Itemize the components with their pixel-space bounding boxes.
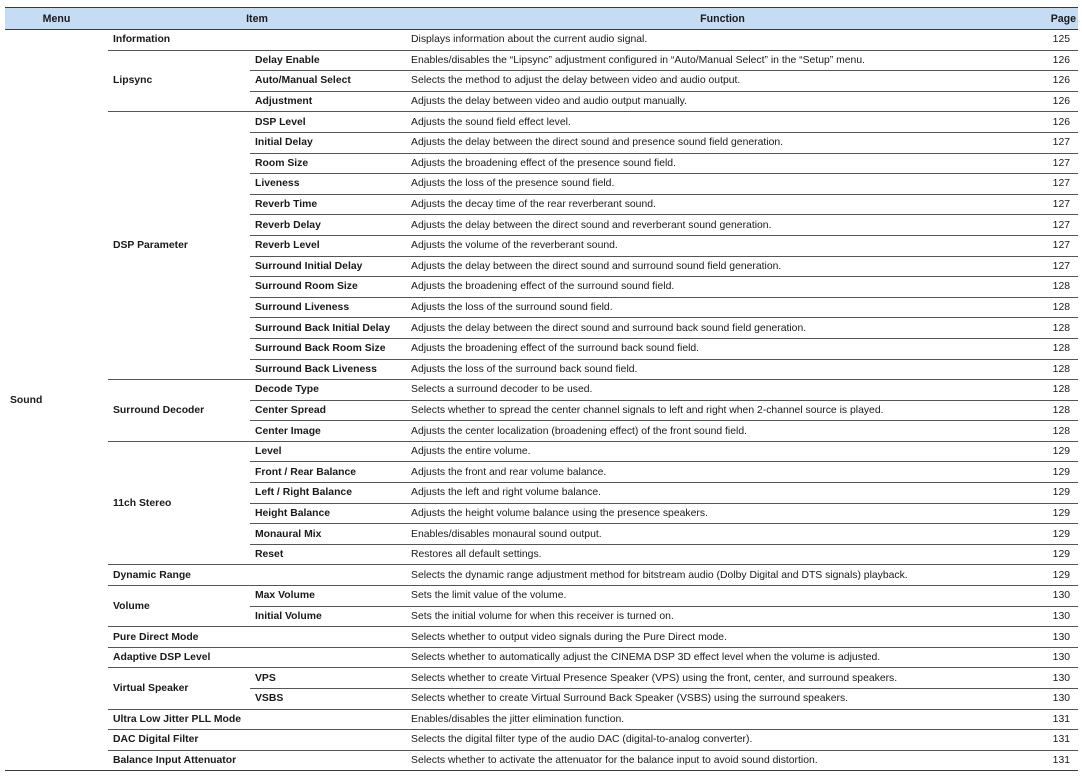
item-page: 126: [1039, 91, 1078, 112]
item-function: Adjusts the loss of the surround sound field.: [406, 297, 1039, 318]
header-menu: Menu: [5, 8, 108, 30]
item-page: 127: [1039, 194, 1078, 215]
item-function: Adjusts the delay between the direct sound and presence sound field generation.: [406, 132, 1039, 153]
item-name: Surround Liveness: [250, 297, 406, 318]
item-name: Adjustment: [250, 91, 406, 112]
group-name: Lipsync: [108, 50, 250, 112]
item-name: Center Image: [250, 421, 406, 442]
item-name: Level: [250, 441, 406, 462]
item-page: 128: [1039, 318, 1078, 339]
item-function: Selects the digital filter type of the audio DAC (digital-to-analog converter).: [406, 730, 1039, 751]
item-function: Selects whether to output video signals during the Pure Direct mode.: [406, 627, 1039, 648]
item-page: 126: [1039, 50, 1078, 71]
item-page: 127: [1039, 132, 1078, 153]
table-body: [5, 30, 1078, 771]
item-page: 128: [1039, 338, 1078, 359]
item-page: 129: [1039, 565, 1078, 586]
group-name: Surround Decoder: [108, 380, 250, 442]
item-function: Sets the initial volume for when this receiver is turned on.: [406, 606, 1039, 627]
group-name: Ultra Low Jitter PLL Mode: [108, 709, 406, 730]
item-function: Enables/disables monaural sound output.: [406, 524, 1039, 545]
item-function: Adjusts the sound field effect level.: [406, 112, 1039, 133]
table-row: [5, 627, 1078, 648]
item-function: Adjusts the left and right volume balance.: [406, 483, 1039, 504]
table-row: [5, 441, 1078, 462]
item-function: Selects whether to activate the attenuator for the balance input to avoid sound distortion.: [406, 750, 1039, 771]
item-function: Adjusts the broadening effect of the presence sound field.: [406, 153, 1039, 174]
item-page: 126: [1039, 112, 1078, 133]
item-function: Adjusts the loss of the surround back sound field.: [406, 359, 1039, 380]
item-name: Center Spread: [250, 400, 406, 421]
item-name: Decode Type: [250, 380, 406, 401]
table-row: [5, 30, 1078, 51]
item-function: Selects the method to adjust the delay between video and audio output.: [406, 71, 1039, 92]
item-function: Sets the limit value of the volume.: [406, 586, 1039, 607]
table-row: [5, 668, 1078, 689]
menu-cell-sound: Sound: [5, 30, 108, 771]
item-page: 129: [1039, 503, 1078, 524]
item-page: 127: [1039, 174, 1078, 195]
item-function: Adjusts the delay between the direct sound and surround sound field generation.: [406, 256, 1039, 277]
item-function: Adjusts the delay between the direct sound and reverberant sound generation.: [406, 215, 1039, 236]
item-function: Selects whether to create Virtual Presence Speaker (VPS) using the front, center, and surround speakers.: [406, 668, 1039, 689]
item-page: 127: [1039, 153, 1078, 174]
item-name: Delay Enable: [250, 50, 406, 71]
item-page: 127: [1039, 235, 1078, 256]
item-name: DSP Level: [250, 112, 406, 133]
item-name: Reverb Time: [250, 194, 406, 215]
item-function: Adjusts the entire volume.: [406, 441, 1039, 462]
item-function: Enables/disables the “Lipsync” adjustment configured in “Auto/Manual Select” in the “Setup” menu.: [406, 50, 1039, 71]
item-name: VSBS: [250, 689, 406, 710]
item-page: 129: [1039, 441, 1078, 462]
item-name: Room Size: [250, 153, 406, 174]
item-function: Adjusts the height volume balance using the presence speakers.: [406, 503, 1039, 524]
group-name: Volume: [108, 586, 250, 627]
group-name: Information: [108, 30, 406, 51]
item-page: 130: [1039, 689, 1078, 710]
group-name: Virtual Speaker: [108, 668, 250, 709]
group-name: DSP Parameter: [108, 112, 250, 380]
item-page: 129: [1039, 524, 1078, 545]
item-function: Selects whether to create Virtual Surround Back Speaker (VSBS) using the surround speakers.: [406, 689, 1039, 710]
item-function: Adjusts the volume of the reverberant sound.: [406, 235, 1039, 256]
header-page: Page: [1039, 8, 1078, 30]
group-name: DAC Digital Filter: [108, 730, 406, 751]
table-row: [5, 730, 1078, 751]
item-page: 129: [1039, 483, 1078, 504]
item-name: Initial Volume: [250, 606, 406, 627]
item-page: 130: [1039, 668, 1078, 689]
item-page: 131: [1039, 750, 1078, 771]
item-name: Surround Initial Delay: [250, 256, 406, 277]
table-row: [5, 50, 1078, 71]
item-function: Selects a surround decoder to be used.: [406, 380, 1039, 401]
item-page: 128: [1039, 400, 1078, 421]
item-name: Initial Delay: [250, 132, 406, 153]
item-function: Adjusts the decay time of the rear reverberant sound.: [406, 194, 1039, 215]
item-name: Surround Back Liveness: [250, 359, 406, 380]
header-item: Item: [108, 8, 406, 30]
item-function: Enables/disables the jitter elimination function.: [406, 709, 1039, 730]
item-page: 128: [1039, 421, 1078, 442]
item-name: Surround Room Size: [250, 277, 406, 298]
table-row: [5, 112, 1078, 133]
item-page: 130: [1039, 606, 1078, 627]
item-function: Selects whether to automatically adjust the CINEMA DSP 3D effect level when the volume is adjusted.: [406, 647, 1039, 668]
item-page: 128: [1039, 277, 1078, 298]
item-page: 129: [1039, 462, 1078, 483]
item-page: 130: [1039, 647, 1078, 668]
item-name: Front / Rear Balance: [250, 462, 406, 483]
item-function: Adjusts the delay between the direct sound and surround back sound field generation.: [406, 318, 1039, 339]
item-page: 130: [1039, 586, 1078, 607]
group-name: Balance Input Attenuator: [108, 750, 406, 771]
group-name: 11ch Stereo: [108, 441, 250, 565]
item-page: 130: [1039, 627, 1078, 648]
group-name: Pure Direct Mode: [108, 627, 406, 648]
item-name: VPS: [250, 668, 406, 689]
item-page: 125: [1039, 30, 1078, 51]
table-row: [5, 565, 1078, 586]
item-function: Adjusts the broadening effect of the surround sound field.: [406, 277, 1039, 298]
item-function: Adjusts the delay between video and audio output manually.: [406, 91, 1039, 112]
item-name: Reset: [250, 544, 406, 565]
item-function: Selects whether to spread the center channel signals to left and right when 2-channel source is played.: [406, 400, 1039, 421]
table-header: [5, 8, 1078, 30]
item-function: Adjusts the front and rear volume balance.: [406, 462, 1039, 483]
item-function: Restores all default settings.: [406, 544, 1039, 565]
item-name: Surround Back Room Size: [250, 338, 406, 359]
item-name: Reverb Delay: [250, 215, 406, 236]
table-row: [5, 709, 1078, 730]
item-page: 128: [1039, 380, 1078, 401]
item-page: 127: [1039, 215, 1078, 236]
item-page: 126: [1039, 71, 1078, 92]
group-name: Adaptive DSP Level: [108, 647, 406, 668]
sound-menu-table: [5, 7, 1078, 771]
item-name: Monaural Mix: [250, 524, 406, 545]
item-page: 129: [1039, 544, 1078, 565]
table-row: [5, 750, 1078, 771]
item-function: Adjusts the center localization (broadening effect) of the front sound field.: [406, 421, 1039, 442]
item-name: Reverb Level: [250, 235, 406, 256]
table-row: [5, 586, 1078, 607]
item-page: 131: [1039, 730, 1078, 751]
header-function: Function: [406, 8, 1039, 30]
item-name: Auto/Manual Select: [250, 71, 406, 92]
item-page: 127: [1039, 256, 1078, 277]
table-row: [5, 380, 1078, 401]
item-page: 128: [1039, 359, 1078, 380]
item-function: Adjusts the broadening effect of the surround back sound field.: [406, 338, 1039, 359]
item-page: 128: [1039, 297, 1078, 318]
item-name: Liveness: [250, 174, 406, 195]
table-row: [5, 647, 1078, 668]
item-name: Left / Right Balance: [250, 483, 406, 504]
item-name: Surround Back Initial Delay: [250, 318, 406, 339]
item-name: Height Balance: [250, 503, 406, 524]
item-function: Displays information about the current audio signal.: [406, 30, 1039, 51]
item-function: Selects the dynamic range adjustment method for bitstream audio (Dolby Digital and DTS signals) playback.: [406, 565, 1039, 586]
item-name: Max Volume: [250, 586, 406, 607]
item-function: Adjusts the loss of the presence sound field.: [406, 174, 1039, 195]
item-page: 131: [1039, 709, 1078, 730]
group-name: Dynamic Range: [108, 565, 406, 586]
